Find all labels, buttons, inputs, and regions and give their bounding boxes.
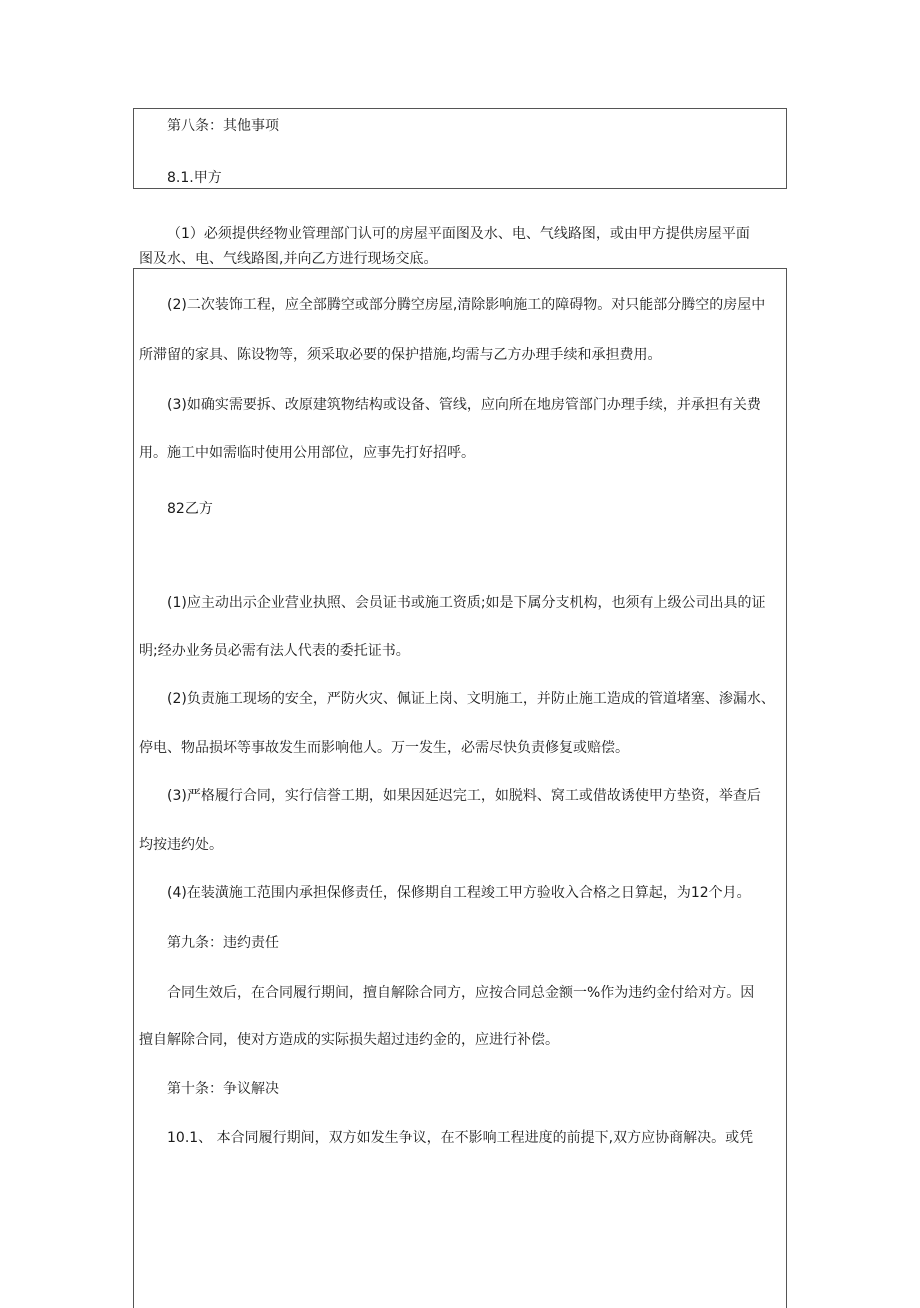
article-9-line-1: 合同生效后，在合同履行期间，擅自解除合同方，应按合同总金额一%作为违约金付给对方。因: [167, 985, 755, 1001]
party-b-heading: 82乙方: [167, 501, 213, 517]
party-a-item-3-line-2: 用。施工中如需临时使用公用部位，应事先打好招呼。: [139, 445, 475, 461]
party-b-item-1-line-1: (1)应主动出示企业营业执照、会员证书或施工资质;如是下属分支机构，也须有上级公司出具的证: [167, 595, 766, 611]
article-10-heading: 第十条：争议解决: [167, 1081, 279, 1097]
party-a-heading: 8.1.甲方: [167, 170, 222, 186]
party-b-item-3-line-2: 均按违约处。: [139, 837, 223, 853]
party-a-item-2-line-1: (2)二次装饰工程，应全部腾空或部分腾空房屋,清除影响施工的障碍物。对只能部分腾空的房屋中: [167, 297, 766, 313]
article-8-heading: 第八条：其他事项: [167, 118, 279, 134]
party-b-item-4: (4)在装潢施工范围内承担保修责任，保修期自工程竣工甲方验收入合格之日算起，为12个月。: [167, 885, 751, 901]
party-b-item-2-line-2: 停电、物品损坏等事故发生而影响他人。万一发生，必需尽快负责修复或赔偿。: [139, 740, 629, 756]
party-b-item-2-line-1: (2)负责施工现场的安全，严防火灾、佩证上岗、文明施工，并防止施工造成的管道堵塞、渗漏水、: [167, 691, 775, 707]
article-10-line-1: 10.1、 本合同履行期间，双方如发生争议，在不影响工程进度的前提下,双方应协商解决。或凭: [167, 1130, 754, 1146]
article-9-heading: 第九条：违约责任: [167, 935, 279, 951]
party-a-item-3-line-1: (3)如确实需要拆、改原建筑物结构或设备、管线，应向所在地房管部门办理手续，并承担有关费: [167, 397, 761, 413]
party-a-item-2-line-2: 所滞留的家具、陈设物等，须采取必要的保护措施,均需与乙方办理手续和承担费用。: [139, 347, 662, 363]
party-a-item-1-line-1: （1）必须提供经物业管理部门认可的房屋平面图及水、电、气线路图，或由甲方提供房屋平面: [167, 226, 750, 242]
article-9-line-2: 擅自解除合同，使对方造成的实际损失超过违约金的，应进行补偿。: [139, 1032, 559, 1048]
party-b-item-3-line-1: (3)严格履行合同，实行信誉工期，如果因延迟完工，如脱料、窝工或借故诱使甲方垫资，举查后: [167, 788, 761, 804]
party-a-item-1-line-2: 图及水、电、气线路图,并向乙方进行现场交底。: [139, 251, 438, 267]
party-b-item-1-line-2: 明;经办业务员必需有法人代表的委托证书。: [139, 643, 410, 659]
